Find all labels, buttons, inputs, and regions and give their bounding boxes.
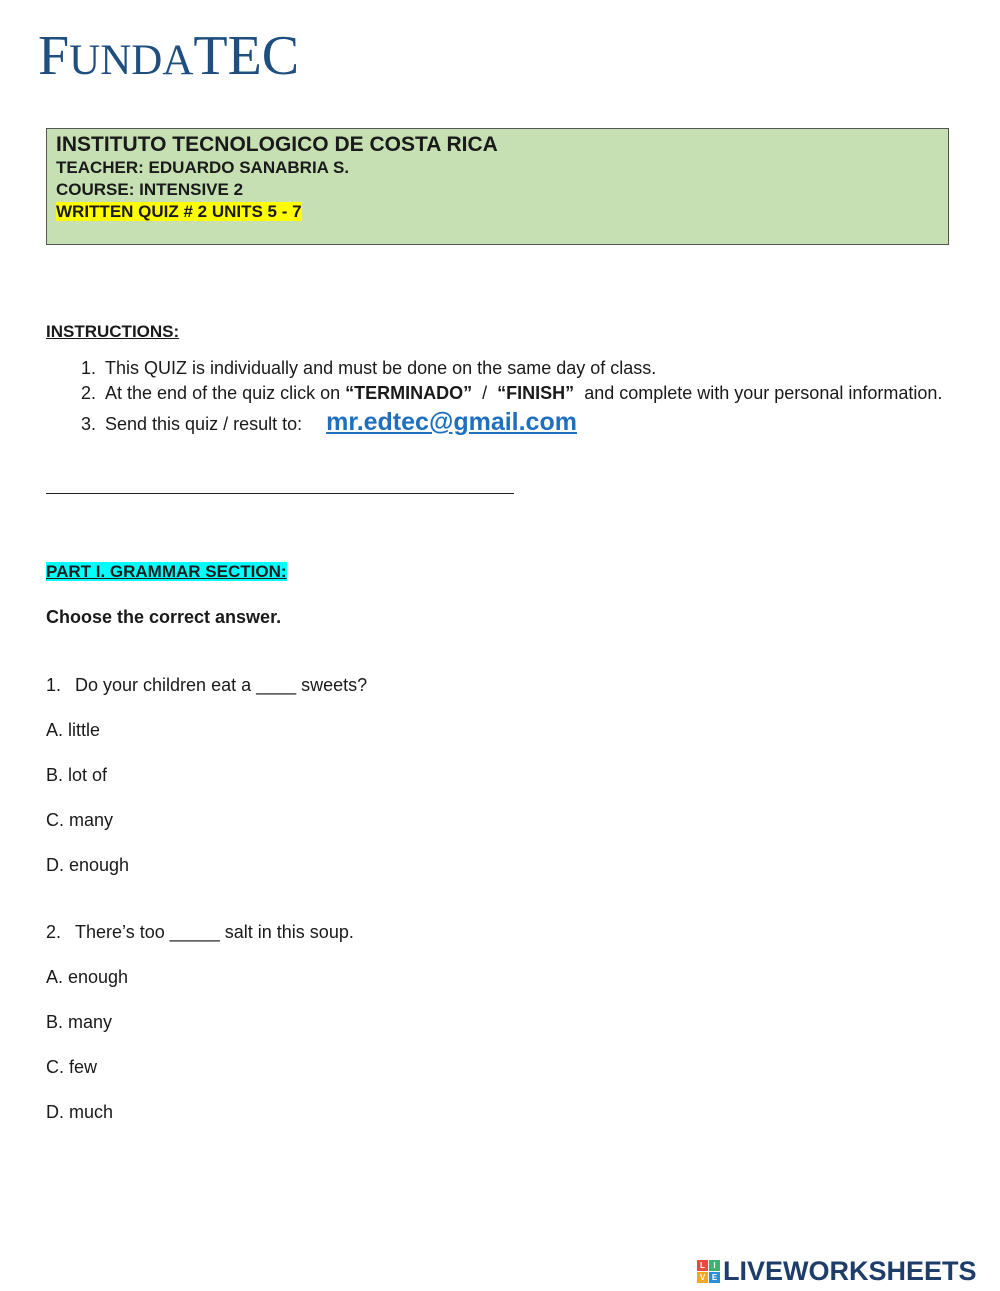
instructions-title: INSTRUCTIONS: (46, 322, 180, 341)
course-line: COURSE: INTENSIVE 2 (56, 180, 244, 199)
question-2-text: There’s too _____ salt in this soup. (75, 922, 354, 942)
instruction-item-3 (46, 410, 946, 437)
instruction-num-2: 2. (81, 383, 97, 403)
instruction-item-2 (46, 381, 946, 406)
email-link[interactable]: mr.edtec@gmail.com (326, 408, 577, 436)
instruction-2-sep: / (472, 383, 498, 403)
logo-part-tec: TEC (193, 25, 300, 87)
instruction-text-2 (105, 381, 946, 406)
question-2-option-c[interactable]: C. few (46, 1057, 98, 1077)
instruction-3-text: Send this quiz / result to: (105, 414, 303, 434)
finish-label: “FINISH” (497, 383, 575, 403)
instructions-list (46, 356, 946, 437)
question-1-num: 1. (46, 675, 62, 695)
institution-name: INSTITUTO TECNOLOGICO DE COSTA RICA (56, 133, 498, 156)
part1-title: PART I. GRAMMAR SECTION: (46, 562, 287, 581)
logo-part-unda: UNDA (69, 37, 194, 84)
lw-block-v: V (697, 1272, 708, 1283)
divider-line (46, 493, 514, 494)
instruction-2-before: At the end of the quiz click on (105, 383, 346, 403)
question-2-option-a[interactable]: A. enough (46, 967, 129, 987)
teacher-line: TEACHER: EDUARDO SANABRIA S. (56, 158, 350, 177)
lw-block-l: L (697, 1260, 708, 1271)
lw-block-i: I (709, 1260, 720, 1271)
instruction-num-1: 1. (81, 358, 97, 378)
instruction-item-1 (46, 356, 946, 381)
question-2-option-d[interactable]: D. much (46, 1102, 114, 1122)
instruction-text-3 (105, 410, 946, 437)
fundatec-logo (38, 25, 300, 87)
terminado-label: “TERMINADO” (345, 383, 473, 403)
logo-part-f: F (38, 25, 70, 87)
header-box (46, 128, 949, 245)
quiz-title: WRITTEN QUIZ # 2 UNITS 5 - 7 (56, 202, 302, 221)
question-1-option-d[interactable]: D. enough (46, 855, 130, 875)
question-1-option-c[interactable]: C. many (46, 810, 114, 830)
question-1-option-a[interactable]: A. little (46, 720, 101, 740)
lw-block-e: E (709, 1272, 720, 1283)
instruction-text-1: This QUIZ is individually and must be done on the same day of class. (105, 358, 657, 378)
part1-prompt: Choose the correct answer. (46, 607, 282, 627)
instruction-num-3: 3. (81, 414, 97, 434)
question-1-text: Do your children eat a ____ sweets? (75, 675, 368, 695)
liveworksheets-logo (697, 1256, 977, 1286)
question-2-num: 2. (46, 922, 62, 942)
question-1-option-b[interactable]: B. lot of (46, 765, 108, 785)
liveworksheets-icon (697, 1260, 720, 1283)
question-2 (46, 922, 354, 943)
question-2-option-b[interactable]: B. many (46, 1012, 113, 1032)
question-1 (46, 675, 367, 696)
liveworksheets-text: LIVEWORKSHEETS (723, 1255, 977, 1286)
instruction-2-after: and complete with your personal information. (574, 383, 943, 403)
